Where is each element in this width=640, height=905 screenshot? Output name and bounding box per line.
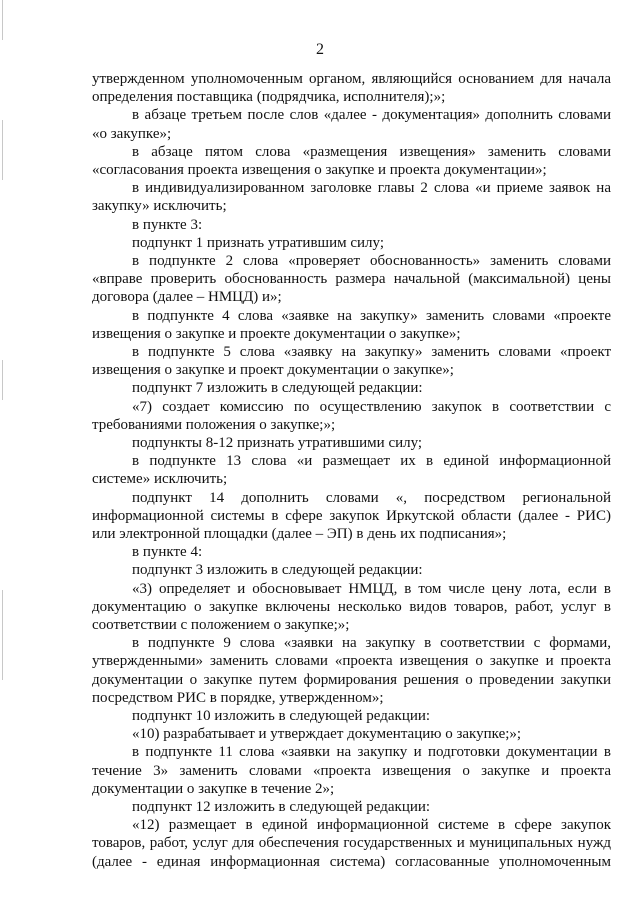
- text-line: документации о закупке путем формирования решения о проведении закупки: [92, 671, 611, 688]
- text-line: «вправе проверить обоснованность размера начальной (максимальной) цены: [92, 271, 611, 288]
- text-line: в абзаце пятом слова «размещения извещения» заменить словами: [132, 143, 611, 160]
- text-line: в подпункте 9 слова «заявки на закупку в соответствии с формами,: [132, 635, 611, 652]
- text-line: в подпункте 5 слова «заявку на закупку» заменить словами «проект: [132, 344, 611, 360]
- text-line: в абзаце третьем после слов «далее - документация» дополнить словами: [132, 107, 611, 124]
- text-line: требованиями положения о закупке;»;: [92, 416, 336, 433]
- scan-margin-mark: [2, 0, 3, 40]
- text-line: подпункт 7 изложить в следующей редакции:: [132, 380, 423, 397]
- text-line: в индивидуализированном заголовке главы 2 слова «и приеме заявок на: [132, 180, 611, 197]
- text-line: в подпункте 2 слова «проверяет обоснованность» заменить словами: [132, 253, 611, 269]
- text-line: утвержденными» заменить словами «проекта извещения о закупке и проекта: [92, 653, 611, 670]
- text-line: соответствии с положением о закупке;»;: [92, 617, 350, 633]
- text-line: закупку» исключить;: [92, 198, 227, 215]
- text-line: в пункте 4:: [132, 544, 203, 561]
- text-line: в подпункте 11 слова «заявки на закупку и подготовки документации в: [132, 744, 611, 761]
- text-line: утвержденном уполномоченным органом, являющийся основанием для начала: [92, 71, 611, 87]
- text-line: извещения о закупке и проекте документации о закупке»;: [92, 325, 461, 342]
- text-line: системе» исключить;: [92, 471, 228, 488]
- text-line: подпункт 14 дополнить словами «, посредством региональной: [132, 489, 611, 506]
- text-line: «10) разрабатывает и утверждает документацию о закупке;»;: [132, 726, 522, 743]
- text-line: в пункте 3:: [132, 216, 203, 233]
- text-line: подпункты 8-12 признать утратившими силу;: [132, 435, 423, 451]
- text-line: «12) размещает в единой информационной системе в сфере закупок: [132, 817, 611, 834]
- text-line: (далее - единая информационная система) согласованные уполномоченным: [92, 853, 611, 870]
- scan-margin-mark: [2, 360, 3, 400]
- text-line: определения поставщика (подрядчика, исполнителя);»;: [92, 89, 446, 106]
- text-line: посредством РИС в порядке, утвержденном»;: [92, 689, 384, 706]
- text-line: подпункт 3 изложить в следующей редакции:: [132, 562, 423, 579]
- text-line: товаров, работ, услуг для обеспечения государственных и муниципальных нужд: [92, 835, 611, 852]
- text-line: договора (далее – НМЦД) и»;: [92, 289, 282, 306]
- scan-margin-mark: [2, 120, 3, 180]
- text-line: извещения о закупке и проект документации о закупке»;: [92, 362, 454, 379]
- text-line: течение 3» заменить словами «проекта извещения о закупке и проекта: [92, 762, 611, 779]
- text-line: подпункт 10 изложить в следующей редакции:: [132, 708, 431, 724]
- text-line: информационной системы в сфере закупок Иркутской области (далее - РИС): [92, 507, 611, 524]
- text-line: «3) определяет и обосновывает НМЦД, в том числе цену лота, если в: [132, 580, 611, 597]
- text-line: или электронной площадки (далее – ЭП) в день их подписания»;: [92, 526, 507, 542]
- page-number: 2: [316, 41, 324, 58]
- text-line: «согласования проекта извещения о закупке и проекта документации»;: [92, 162, 547, 178]
- text-line: в подпункте 4 слова «заявке на закупку» заменить словами «проекте: [132, 307, 611, 324]
- text-line: подпункт 1 признать утратившим силу;: [132, 234, 384, 251]
- text-line: «о закупке»;: [92, 125, 172, 142]
- text-line: подпункт 12 изложить в следующей редакции:: [132, 799, 431, 815]
- text-line: документации о закупке в течение 2»;: [92, 780, 335, 797]
- text-line: «7) создает комиссию по осуществлению закупок в соответствии с: [132, 398, 611, 415]
- scan-margin-mark: [2, 590, 3, 680]
- text-line: в подпункте 13 слова «и размещает их в единой информационной: [132, 453, 611, 470]
- text-line: документацию о закупке включены несколько видов товаров, работ, услуг в: [92, 598, 611, 615]
